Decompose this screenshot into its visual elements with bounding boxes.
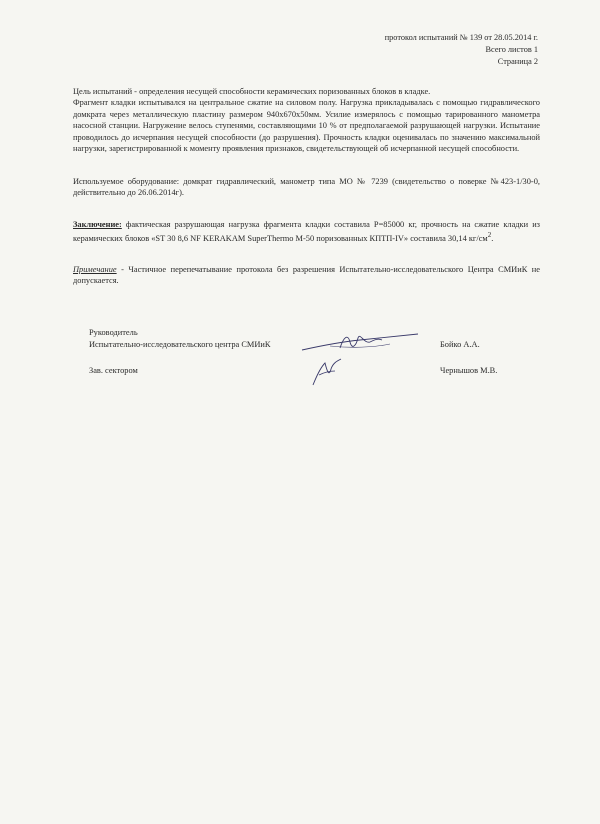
signature-head-image (300, 328, 420, 358)
paragraph-note (73, 264, 540, 287)
paragraph-equipment-block (73, 176, 540, 199)
conclusion-label: Заключение: (73, 220, 122, 229)
role-head-line2: Испытательно-исследовательского центра СМИиК (89, 340, 271, 349)
conclusion-text: фактическая разрушающая нагрузка фрагмента кладки составила P=85000 кг, прочность на сжатие кладки из керамических блоков «ST 30 8,6 NF KERAKAM SuperThermo М-50 поризованных КПТП-IV» составила 30,14 кг/см (73, 220, 540, 244)
paragraph-conclusion (73, 219, 540, 245)
paragraph-purpose-block (73, 86, 540, 154)
protocol-header (385, 32, 538, 68)
paragraph-equipment: Используемое оборудование: домкрат гидравлический, манометр типа МО № 7239 (свидетельство о поверке №423-1/30-0, действительно до 26.06.2014г). (73, 177, 540, 198)
role-head-line1: Руководитель (89, 328, 138, 337)
page-number: Страница 2 (497, 57, 538, 66)
total-sheets: Всего листов 1 (485, 45, 538, 54)
paragraph-method: Фрагмент кладки испытывался на центральное сжатие на силовом полу. Нагрузка прикладывалась с помощью гидравлического домкрата через металлическую пластину размером 940х670х50мм. Усилие измерялось с помощью тарированного манометра насосной станции. Нагружение велось ступенями, составляющими 10 % от предполагаемой разрушающей нагрузки. Испытание проводилось до исчерпания несущей способности (до разрушения). Прочность кладки оценивалась по значению максимальной нагрузки, зарегистрированной к моменту проявления признаков, свидетельствующей об исчерпанной несущей способности. (73, 98, 540, 154)
role-sector-head: Зав. сектором (89, 366, 138, 375)
protocol-number: протокол испытаний № 139 от 28.05.2014 г. (384, 33, 538, 42)
note-label: Примечание (73, 265, 117, 274)
conclusion-superscript: 2 (487, 231, 492, 240)
signature-sector-image (305, 357, 355, 389)
name-sector-head: Чернышов М.В. (440, 366, 498, 375)
conclusion-end: . (491, 234, 494, 244)
name-head: Бойко А.А. (440, 340, 480, 349)
paragraph-conclusion-block (73, 219, 540, 245)
paragraph-purpose: Цель испытаний - определения несущей способности керамических поризованных блоков в кладке. (73, 87, 431, 96)
paragraph-note-block (73, 264, 540, 287)
note-text: - Частичное перепечатывание протокола без разрешения Испытательно-исследовательского Центра СМИиК не допускается. (73, 265, 540, 286)
